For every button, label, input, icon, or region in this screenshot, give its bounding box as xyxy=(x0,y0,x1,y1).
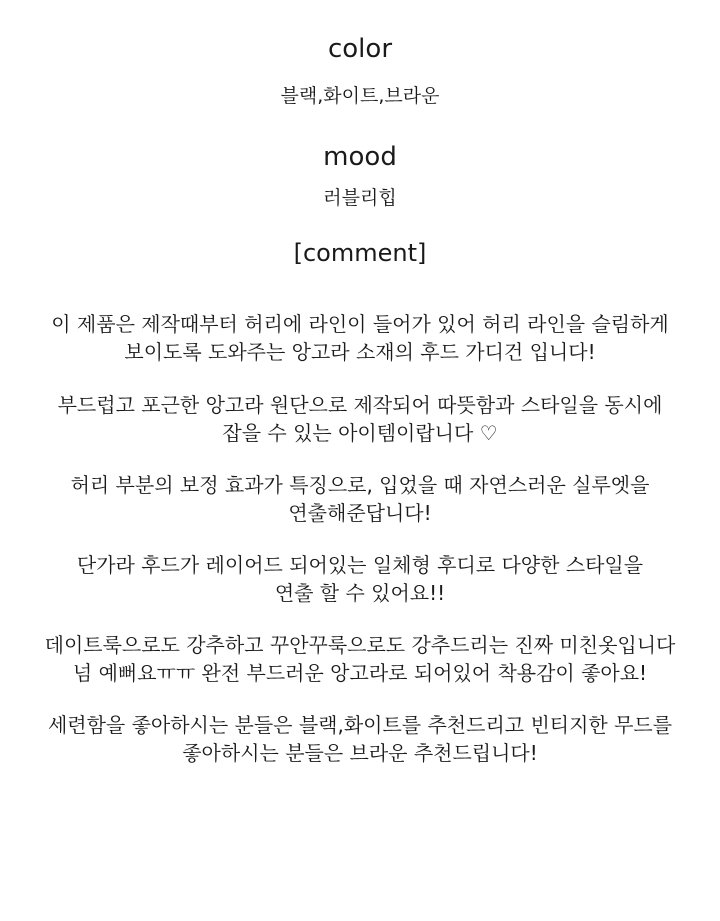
color-heading: color xyxy=(327,34,393,64)
comment-paragraph-6 xyxy=(0,711,720,767)
comment-paragraph-4 xyxy=(0,551,720,607)
comment-paragraph-1 xyxy=(0,310,720,366)
comment-line: 연출해준답니다! xyxy=(288,501,432,525)
comment-line: 세련함을 좋아하시는 분들은 블랙,화이트를 추천드리고 빈티지한 무드를 xyxy=(47,713,673,737)
mood-heading: mood xyxy=(323,142,397,172)
comment-line: 잡을 수 있는 아이템이랍니다 ♡ xyxy=(222,421,498,445)
comment-paragraph-2 xyxy=(0,391,720,447)
comment-line: 단가라 후드가 레이어드 되어있는 일체형 후디로 다양한 스타일을 xyxy=(76,553,644,577)
comment-line: 보이도록 도와주는 앙고라 소재의 후드 가디건 입니다! xyxy=(124,340,596,364)
mood-value: 러블리힙 xyxy=(323,187,397,209)
comment-line: 이 제품은 제작때부터 허리에 라인이 들어가 있어 허리 라인을 슬림하게 xyxy=(51,312,669,336)
comment-paragraph-5 xyxy=(0,631,720,687)
comment-line: 좋아하시는 분들은 브라운 추천드립니다! xyxy=(182,741,538,765)
comment-line: 허리 부분의 보정 효과가 특징으로, 입었을 때 자연스러운 실루엣을 xyxy=(70,473,650,497)
comment-label: [comment] xyxy=(293,239,427,267)
color-value: 블랙,화이트,브라운 xyxy=(280,85,440,107)
comment-line: 넘 예뻐요ㅠㅠ 완전 부드러운 앙고라로 되어있어 착용감이 좋아요! xyxy=(72,661,648,685)
comment-line: 연출 할 수 있어요!! xyxy=(274,581,446,605)
comment-line: 부드럽고 포근한 앙고라 원단으로 제작되어 따뜻함과 스타일을 동시에 xyxy=(57,393,663,417)
comment-paragraph-3 xyxy=(0,471,720,527)
comment-line: 데이트룩으로도 강추하고 꾸안꾸룩으로도 강추드리는 진짜 미친옷입니다 xyxy=(44,633,676,657)
